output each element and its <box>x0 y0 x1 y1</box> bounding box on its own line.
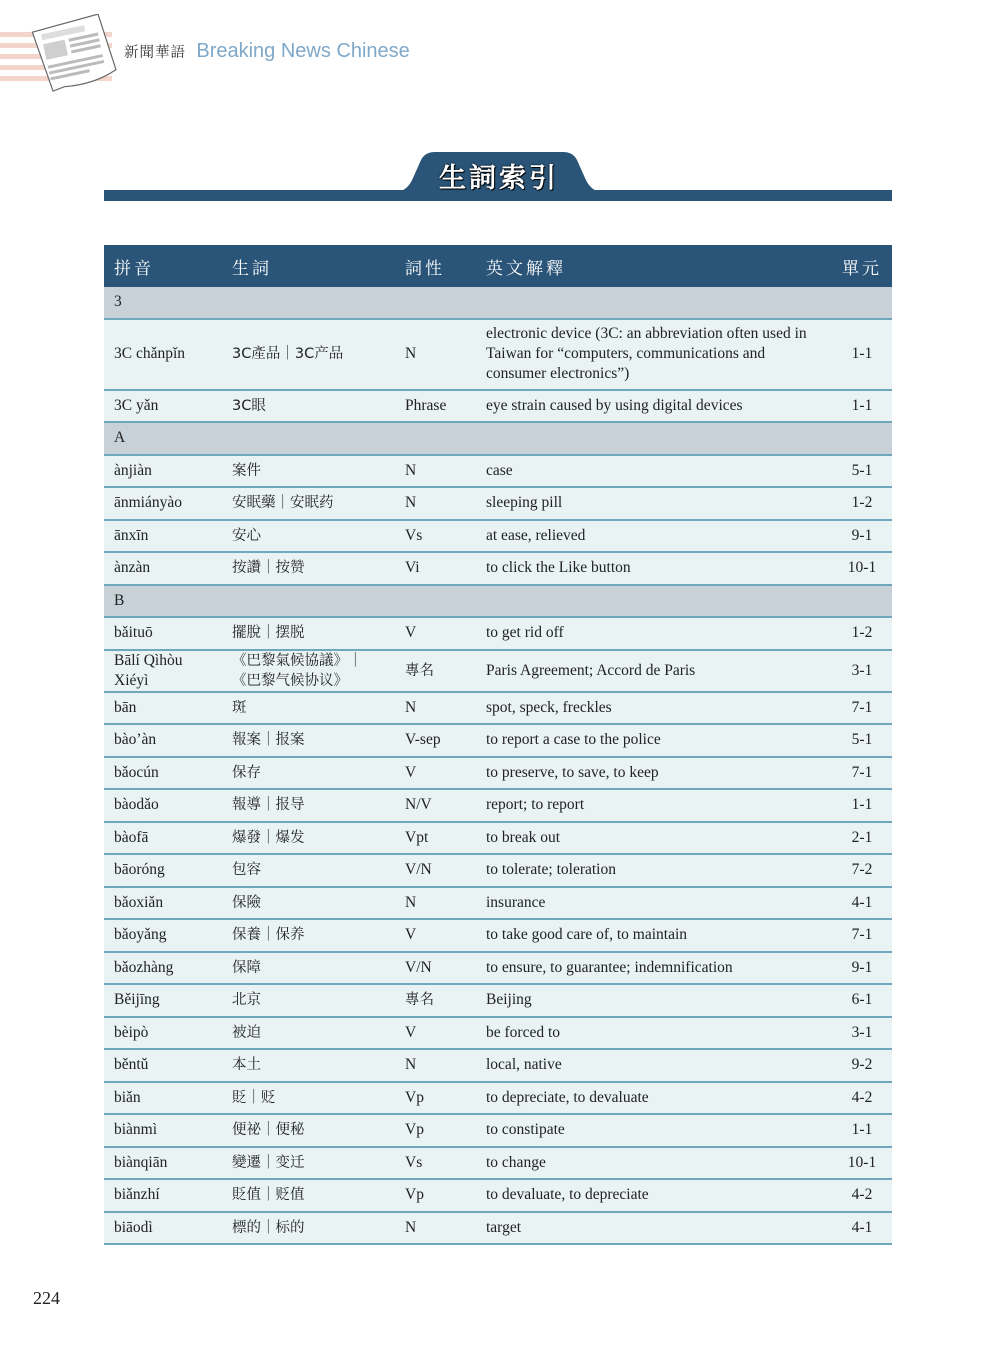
cell-word: 保養｜保养 <box>222 919 395 952</box>
cell-pinyin: bào’àn <box>104 724 222 757</box>
cell-pinyin: bàodǎo <box>104 789 222 822</box>
cell-word: 保障 <box>222 952 395 985</box>
cell-pos: Vpt <box>395 822 476 855</box>
cell-english: to tolerate; toleration <box>476 854 832 887</box>
cell-pos: Vp <box>395 1082 476 1115</box>
cell-pos: N <box>395 887 476 920</box>
cell-english: to get rid off <box>476 617 832 650</box>
section-title: 生詞索引 <box>439 163 559 194</box>
column-header-pinyin: 拼音 <box>104 245 222 287</box>
table-row <box>104 952 892 985</box>
book-title-en: Breaking News Chinese <box>196 40 410 62</box>
cell-word: 保存 <box>222 757 395 790</box>
cell-english: eye strain caused by using digital devices <box>476 390 832 423</box>
cell-word: 《巴黎氣候協議》｜《巴黎气候协议》 <box>222 650 395 692</box>
cell-pos: Vp <box>395 1114 476 1147</box>
cell-unit: 3-1 <box>832 650 892 692</box>
table-row <box>104 1147 892 1180</box>
cell-pinyin: biànmì <box>104 1114 222 1147</box>
cell-english: electronic device (3C: an abbreviation often used in Taiwan for “computers, communications and consumer electronics”) <box>476 319 832 390</box>
table-header-row <box>104 245 892 287</box>
cell-word: 包容 <box>222 854 395 887</box>
cell-unit: 7-1 <box>832 757 892 790</box>
cell-pos: N <box>395 487 476 520</box>
cell-pinyin: bāoróng <box>104 854 222 887</box>
cell-unit: 1-1 <box>832 789 892 822</box>
page-number: 224 <box>33 1288 60 1308</box>
cell-word: 保險 <box>222 887 395 920</box>
cell-word: 被迫 <box>222 1017 395 1050</box>
column-header-unit: 單元 <box>832 245 892 287</box>
cell-english: to devaluate, to depreciate <box>476 1179 832 1212</box>
cell-pos: V/N <box>395 952 476 985</box>
cell-pos: Phrase <box>395 390 476 423</box>
table-row <box>104 1049 892 1082</box>
cell-pos: V/N <box>395 854 476 887</box>
cell-unit: 4-2 <box>832 1179 892 1212</box>
cell-word: 便祕｜便秘 <box>222 1114 395 1147</box>
cell-pos: Vs <box>395 520 476 553</box>
cell-word: 3C產品｜3C产品 <box>222 319 395 390</box>
book-title-zh: 新聞華語 <box>124 45 186 61</box>
newspaper-icon <box>28 14 120 96</box>
cell-pinyin: bàofā <box>104 822 222 855</box>
cell-pinyin: běntǔ <box>104 1049 222 1082</box>
table-row <box>104 1082 892 1115</box>
table-row <box>104 887 892 920</box>
cell-pinyin: bǎoyǎng <box>104 919 222 952</box>
letter-divider-row <box>104 585 892 618</box>
cell-unit: 9-2 <box>832 1049 892 1082</box>
cell-english: be forced to <box>476 1017 832 1050</box>
cell-word: 標的｜标的 <box>222 1212 395 1245</box>
column-header-pos: 詞性 <box>395 245 476 287</box>
cell-unit: 4-1 <box>832 1212 892 1245</box>
cell-english: local, native <box>476 1049 832 1082</box>
cell-english: to constipate <box>476 1114 832 1147</box>
cell-pinyin: ànzàn <box>104 552 222 585</box>
cell-unit: 7-1 <box>832 692 892 725</box>
cell-english: insurance <box>476 887 832 920</box>
cell-pinyin: biǎnzhí <box>104 1179 222 1212</box>
cell-pinyin: 3C chǎnpǐn <box>104 319 222 390</box>
cell-english: Paris Agreement; Accord de Paris <box>476 650 832 692</box>
cell-english: to change <box>476 1147 832 1180</box>
vocabulary-index-table <box>104 245 892 1245</box>
cell-english: Beijing <box>476 984 832 1017</box>
table-row <box>104 1212 892 1245</box>
cell-word: 報導｜报导 <box>222 789 395 822</box>
cell-unit: 10-1 <box>832 552 892 585</box>
cell-pinyin: ānxīn <box>104 520 222 553</box>
table-row <box>104 552 892 585</box>
cell-english: to take good care of, to maintain <box>476 919 832 952</box>
cell-word: 貶值｜贬值 <box>222 1179 395 1212</box>
cell-word: 斑 <box>222 692 395 725</box>
cell-word: 本土 <box>222 1049 395 1082</box>
cell-pinyin: Běijīng <box>104 984 222 1017</box>
cell-pinyin: biāodì <box>104 1212 222 1245</box>
cell-english: to preserve, to save, to keep <box>476 757 832 790</box>
table-row <box>104 984 892 1017</box>
cell-word: 按讚｜按赞 <box>222 552 395 585</box>
cell-word: 安眠藥｜安眠药 <box>222 487 395 520</box>
cell-word: 變遷｜变迁 <box>222 1147 395 1180</box>
cell-pos: N <box>395 692 476 725</box>
cell-pos: Vs <box>395 1147 476 1180</box>
cell-pinyin: bèipò <box>104 1017 222 1050</box>
cell-english: spot, speck, freckles <box>476 692 832 725</box>
cell-english: report; to report <box>476 789 832 822</box>
cell-pos: Vp <box>395 1179 476 1212</box>
letter-divider-row <box>104 422 892 455</box>
cell-unit: 7-2 <box>832 854 892 887</box>
cell-pinyin: bǎoxiǎn <box>104 887 222 920</box>
cell-pinyin: bǎituō <box>104 617 222 650</box>
cell-unit: 9-1 <box>832 952 892 985</box>
cell-unit: 1-2 <box>832 617 892 650</box>
letter-divider: B <box>104 585 892 618</box>
cell-pos: Vi <box>395 552 476 585</box>
cell-english: to click the Like button <box>476 552 832 585</box>
cell-english: sleeping pill <box>476 487 832 520</box>
cell-unit: 5-1 <box>832 455 892 488</box>
table-row <box>104 617 892 650</box>
cell-pos: V <box>395 617 476 650</box>
table-row <box>104 1179 892 1212</box>
cell-pos: V <box>395 1017 476 1050</box>
letter-divider: A <box>104 422 892 455</box>
cell-pos: N <box>395 1049 476 1082</box>
cell-pinyin: ānmiányào <box>104 487 222 520</box>
book-title <box>124 38 410 63</box>
cell-pinyin: biǎn <box>104 1082 222 1115</box>
cell-pinyin: bān <box>104 692 222 725</box>
cell-unit: 1-1 <box>832 1114 892 1147</box>
cell-unit: 6-1 <box>832 984 892 1017</box>
cell-word: 擺脫｜摆脱 <box>222 617 395 650</box>
letter-divider-row <box>104 287 892 319</box>
cell-pos: 專名 <box>395 984 476 1017</box>
letter-divider: 3 <box>104 287 892 319</box>
table-row <box>104 757 892 790</box>
column-header-word: 生詞 <box>222 245 395 287</box>
cell-english: target <box>476 1212 832 1245</box>
cell-unit: 4-1 <box>832 887 892 920</box>
cell-pinyin: 3C yǎn <box>104 390 222 423</box>
cell-pos: N <box>395 455 476 488</box>
table-row <box>104 692 892 725</box>
cell-pinyin: biànqiān <box>104 1147 222 1180</box>
cell-english: to break out <box>476 822 832 855</box>
table-body <box>104 287 892 1244</box>
table-row <box>104 789 892 822</box>
cell-unit: 4-2 <box>832 1082 892 1115</box>
cell-pos: 專名 <box>395 650 476 692</box>
cell-unit: 9-1 <box>832 520 892 553</box>
cell-unit: 1-2 <box>832 487 892 520</box>
table-row <box>104 1114 892 1147</box>
table-row <box>104 724 892 757</box>
cell-pos: N <box>395 1212 476 1245</box>
cell-word: 安心 <box>222 520 395 553</box>
cell-pinyin: ànjiàn <box>104 455 222 488</box>
cell-pinyin: bǎocún <box>104 757 222 790</box>
table-row <box>104 487 892 520</box>
cell-unit: 7-1 <box>832 919 892 952</box>
cell-english: to ensure, to guarantee; indemnification <box>476 952 832 985</box>
cell-pos: N <box>395 319 476 390</box>
cell-pos: N/V <box>395 789 476 822</box>
cell-unit: 3-1 <box>832 1017 892 1050</box>
cell-unit: 2-1 <box>832 822 892 855</box>
table-row <box>104 390 892 423</box>
table-row <box>104 854 892 887</box>
table-row <box>104 650 892 692</box>
cell-pos: V-sep <box>395 724 476 757</box>
cell-pos: V <box>395 919 476 952</box>
cell-english: at ease, relieved <box>476 520 832 553</box>
table-row <box>104 919 892 952</box>
table-row <box>104 455 892 488</box>
cell-english: to report a case to the police <box>476 724 832 757</box>
table-row <box>104 822 892 855</box>
cell-word: 貶｜贬 <box>222 1082 395 1115</box>
cell-word: 報案｜报案 <box>222 724 395 757</box>
cell-word: 爆發｜爆发 <box>222 822 395 855</box>
column-header-english: 英文解釋 <box>476 245 832 287</box>
cell-english: to depreciate, to devaluate <box>476 1082 832 1115</box>
cell-word: 案件 <box>222 455 395 488</box>
cell-unit: 1-1 <box>832 390 892 423</box>
cell-pinyin: bǎozhàng <box>104 952 222 985</box>
table-row <box>104 1017 892 1050</box>
cell-word: 北京 <box>222 984 395 1017</box>
table-row <box>104 520 892 553</box>
cell-unit: 5-1 <box>832 724 892 757</box>
cell-pinyin: Bālí Qìhòu Xiéyì <box>104 650 222 692</box>
cell-unit: 10-1 <box>832 1147 892 1180</box>
table-row <box>104 319 892 390</box>
cell-unit: 1-1 <box>832 319 892 390</box>
cell-english: case <box>476 455 832 488</box>
cell-pos: V <box>395 757 476 790</box>
cell-word: 3C眼 <box>222 390 395 423</box>
